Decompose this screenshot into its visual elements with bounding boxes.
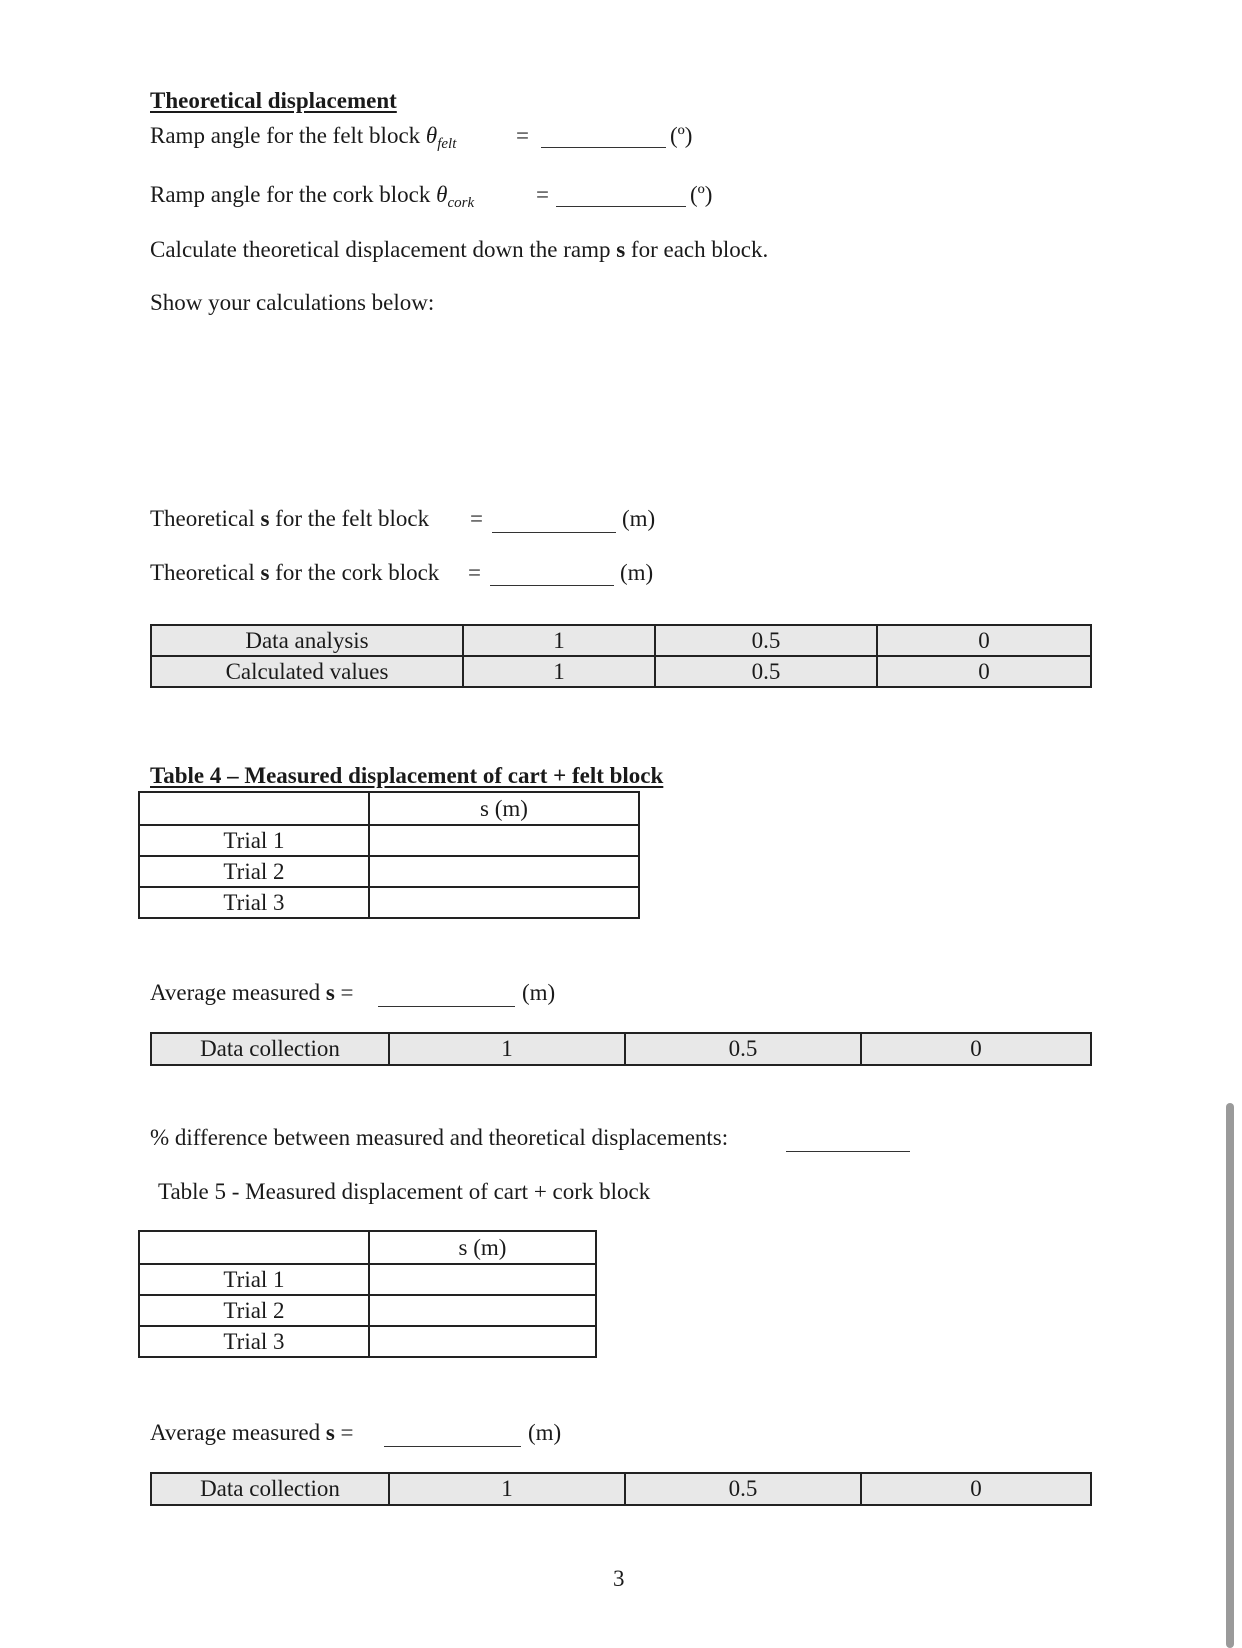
table4-header: s (m) bbox=[369, 792, 639, 825]
table5 bbox=[138, 1230, 597, 1358]
instruction-s: s bbox=[616, 237, 626, 262]
unit-m-cork: (m) bbox=[620, 560, 654, 585]
trial-label: Trial 1 bbox=[139, 825, 369, 856]
ramp-cork-text: Ramp angle for the cork block bbox=[150, 182, 431, 207]
table-row bbox=[151, 1033, 1091, 1065]
table-row bbox=[151, 656, 1091, 687]
percent-difference-blank[interactable] bbox=[786, 1151, 910, 1152]
table-cell: 1 bbox=[463, 656, 655, 687]
equals-sign: = bbox=[468, 560, 481, 585]
avg-label: Average measured bbox=[150, 980, 321, 1005]
trial-label: Trial 3 bbox=[139, 1326, 369, 1357]
trial-label: Trial 2 bbox=[139, 856, 369, 887]
table-cell: 0 bbox=[861, 1033, 1091, 1065]
instruction-prefix: Calculate theoretical displacement down the ramp bbox=[150, 237, 611, 262]
ramp-cork-answer-blank[interactable] bbox=[556, 206, 686, 207]
show-calculations-text: Show your calculations below: bbox=[150, 290, 435, 315]
percent-difference-label: % difference between measured and theoretical displacements: bbox=[150, 1125, 729, 1150]
table-row bbox=[139, 792, 639, 825]
average-felt-label bbox=[150, 979, 354, 1007]
table-cell: 0.5 bbox=[655, 625, 877, 656]
unit-m-avg-cork: (m) bbox=[528, 1420, 562, 1445]
trial-label: Trial 3 bbox=[139, 887, 369, 918]
table4 bbox=[138, 791, 640, 919]
vertical-scrollbar[interactable] bbox=[1226, 1103, 1234, 1648]
table-cell: 0 bbox=[861, 1473, 1091, 1505]
equals-sign: = bbox=[536, 182, 549, 207]
unit-m-felt: (m) bbox=[622, 506, 656, 531]
average-felt-blank[interactable] bbox=[378, 1006, 515, 1007]
table-row bbox=[151, 1473, 1091, 1505]
table-cell: 0.5 bbox=[625, 1033, 861, 1065]
trial-value-input[interactable] bbox=[369, 1326, 596, 1357]
table5-header: s (m) bbox=[369, 1231, 596, 1264]
unit-m-avg-felt: (m) bbox=[522, 980, 556, 1005]
table-row bbox=[139, 825, 639, 856]
table-row bbox=[139, 1326, 596, 1357]
instruction-suffix: for each block. bbox=[630, 237, 769, 262]
trial-value-input[interactable] bbox=[369, 1295, 596, 1326]
table-row bbox=[139, 1231, 596, 1264]
theoretical-s-felt-label bbox=[150, 505, 429, 533]
table-cell: 1 bbox=[389, 1033, 625, 1065]
table-cell: 0.5 bbox=[625, 1473, 861, 1505]
theoretical-s-felt-blank[interactable] bbox=[492, 532, 616, 533]
table5-title: Table 5 - Measured displacement of cart + cork block bbox=[158, 1179, 651, 1204]
table-cell: Data analysis bbox=[151, 625, 463, 656]
trial-value-input[interactable] bbox=[369, 856, 639, 887]
avg-s: s bbox=[325, 1420, 335, 1445]
table-cell: 0 bbox=[877, 656, 1091, 687]
trial-label: Trial 1 bbox=[139, 1264, 369, 1295]
table-cell: Data collection bbox=[151, 1473, 389, 1505]
unit-degrees-cork: (º) bbox=[690, 182, 713, 207]
page-number: 3 bbox=[613, 1566, 625, 1591]
table-cell: 1 bbox=[389, 1473, 625, 1505]
ramp-felt-text: Ramp angle for the felt block bbox=[150, 123, 421, 148]
theo-prefix: Theoretical bbox=[150, 560, 255, 585]
table-cell: 0 bbox=[877, 625, 1091, 656]
average-cork-label bbox=[150, 1419, 354, 1447]
theta-subscript-cork: cork bbox=[447, 195, 475, 211]
table-cell: 0.5 bbox=[655, 656, 877, 687]
table-row bbox=[139, 887, 639, 918]
table-cell bbox=[139, 1231, 369, 1264]
data-collection-felt-table bbox=[150, 1032, 1092, 1066]
table-cell: Data collection bbox=[151, 1033, 389, 1065]
table-row bbox=[151, 625, 1091, 656]
average-cork-blank[interactable] bbox=[384, 1446, 521, 1447]
section-heading-theoretical: Theoretical displacement bbox=[150, 88, 397, 113]
table-cell: 1 bbox=[463, 625, 655, 656]
avg-label: Average measured bbox=[150, 1420, 321, 1445]
table-cell: Calculated values bbox=[151, 656, 463, 687]
table-row bbox=[139, 856, 639, 887]
trial-value-input[interactable] bbox=[369, 887, 639, 918]
equals-sign: = bbox=[340, 1420, 354, 1445]
table4-title: Table 4 – Measured displacement of cart + felt block bbox=[150, 763, 664, 788]
avg-s: s bbox=[325, 980, 335, 1005]
theoretical-s-cork-blank[interactable] bbox=[490, 585, 614, 586]
equals-sign: = bbox=[340, 980, 354, 1005]
trial-value-input[interactable] bbox=[369, 1264, 596, 1295]
theta-subscript-felt: felt bbox=[437, 136, 457, 152]
data-analysis-table bbox=[150, 624, 1092, 688]
ramp-angle-cork-label bbox=[150, 181, 474, 212]
theo-cork-suffix: for the cork block bbox=[275, 560, 440, 585]
theo-prefix: Theoretical bbox=[150, 506, 255, 531]
table-row bbox=[139, 1295, 596, 1326]
trial-value-input[interactable] bbox=[369, 825, 639, 856]
ramp-angle-felt-label bbox=[150, 122, 456, 153]
theta-symbol: θ bbox=[436, 182, 448, 207]
equals-sign: = bbox=[470, 506, 483, 531]
trial-label: Trial 2 bbox=[139, 1295, 369, 1326]
equals-sign: = bbox=[516, 123, 529, 148]
unit-degrees-felt: (º) bbox=[670, 123, 693, 148]
table-row bbox=[139, 1264, 596, 1295]
theoretical-s-cork-label bbox=[150, 559, 439, 587]
theo-s: s bbox=[260, 506, 270, 531]
theo-s: s bbox=[260, 560, 270, 585]
ramp-felt-answer-blank[interactable] bbox=[541, 147, 666, 148]
data-collection-cork-table bbox=[150, 1472, 1092, 1506]
instruction-text bbox=[150, 236, 768, 264]
theta-symbol: θ bbox=[425, 123, 438, 148]
table-cell bbox=[139, 792, 369, 825]
theo-felt-suffix: for the felt block bbox=[275, 506, 430, 531]
